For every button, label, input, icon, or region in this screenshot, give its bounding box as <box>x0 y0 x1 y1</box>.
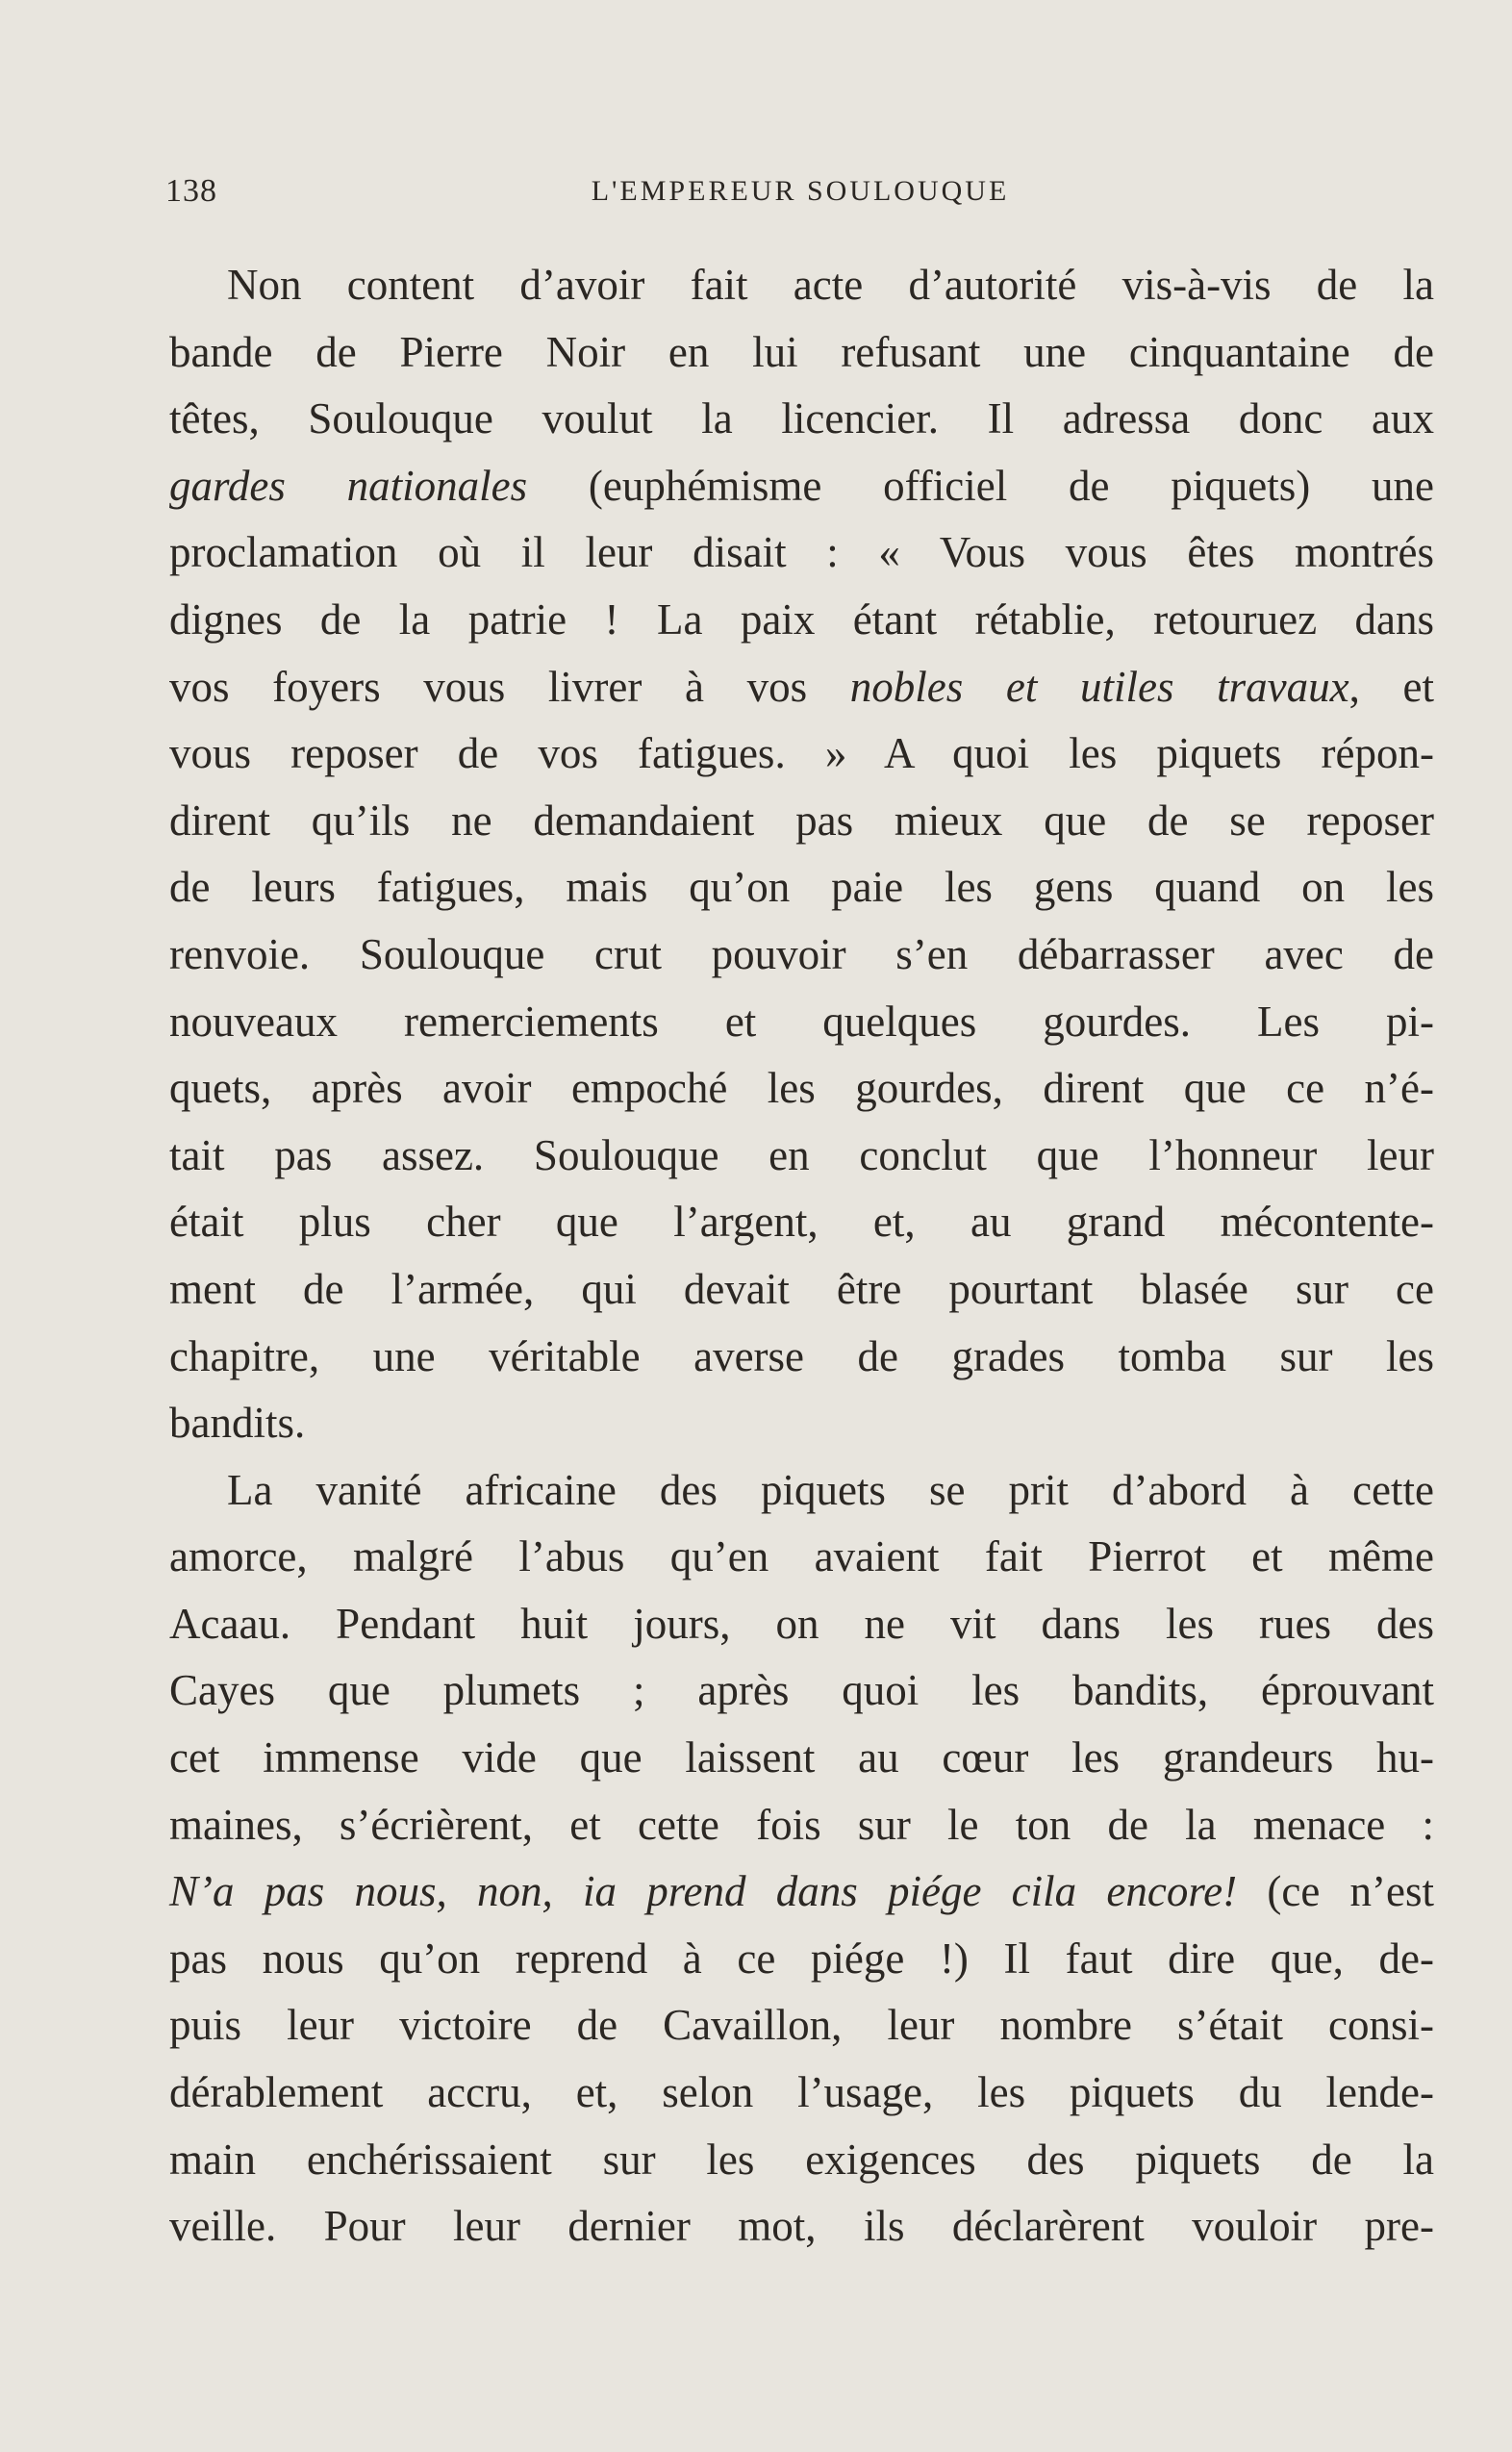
text-line <box>169 788 1434 855</box>
text-line <box>169 1123 1434 1190</box>
text-segment: têtes, Soulouque voulut la licencier. Il adressa donc aux <box>169 394 1434 443</box>
text-line <box>169 386 1434 453</box>
text-line <box>169 319 1434 387</box>
text-segment: puis leur victoire de Cavaillon, leur nombre s’était consi- <box>169 2001 1434 2050</box>
text-segment: quets, après avoir empoché les gourdes, dirent que ce n’é- <box>169 1064 1434 1113</box>
italic-text: nobles et utiles travaux <box>849 662 1349 711</box>
running-title: L'EMPEREUR SOULOUQUE <box>591 175 1010 207</box>
text-segment: proclamation où il leur disait : « Vous vous êtes montrés <box>169 528 1434 577</box>
text-segment: dirent qu’ils ne demandaient pas mieux que de se reposer <box>169 796 1434 845</box>
text-segment: vos foyers vous livrer à vos <box>169 662 850 711</box>
italic-text: gardes nationales <box>169 461 528 510</box>
text-line <box>169 1189 1434 1256</box>
text-line <box>169 1792 1434 1859</box>
text-line <box>169 1926 1434 1993</box>
text-segment: Cayes que plumets ; après quoi les bandits, éprouvant <box>169 1666 1434 1715</box>
text-line <box>169 1992 1434 2060</box>
text-line <box>169 1390 1434 1457</box>
text-segment: La vanité africaine des piquets se prit d’abord à cette <box>227 1465 1434 1514</box>
text-line <box>169 854 1434 922</box>
text-line <box>169 1725 1434 1792</box>
text-line <box>169 1457 1434 1525</box>
text-segment: maines, s’écrièrent, et cette fois sur le ton de la menace : <box>169 1800 1434 1849</box>
text-line <box>169 1591 1434 1658</box>
text-segment: tait pas assez. Soulouque en conclut que l’honneur leur <box>169 1130 1434 1179</box>
text-segment: Non content d’avoir fait acte d’autorité vis-à-vis de la <box>227 261 1434 309</box>
text-segment: ment de l’armée, qui devait être pourtant blasée sur ce <box>169 1264 1434 1313</box>
text-segment: était plus cher que l’argent, et, au grand mécontente- <box>169 1198 1434 1247</box>
text-segment: cet immense vide que laissent au cœur les grandeurs hu- <box>169 1733 1434 1782</box>
text-line <box>169 252 1434 319</box>
text-line <box>169 453 1434 520</box>
text-segment: renvoie. Soulouque crut pouvoir s’en débarrasser avec de <box>169 929 1434 978</box>
text-line <box>169 1256 1434 1324</box>
text-segment: chapitre, une véritable averse de grades tomba sur les <box>169 1331 1434 1380</box>
running-header <box>165 173 1435 221</box>
text-segment: Acaau. Pendant huit jours, on ne vit dans les rues des <box>169 1599 1434 1648</box>
text-line <box>169 1324 1434 1391</box>
italic-text: N’a pas nous, non, ia prend dans piége cila encore! <box>169 1867 1238 1916</box>
text-segment: (ce n’est <box>1237 1867 1434 1916</box>
text-line <box>169 1055 1434 1123</box>
text-segment: amorce, malgré l’abus qu’en avaient fait Pierrot et même <box>169 1532 1434 1581</box>
text-segment: bande de Pierre Noir en lui refusant une cinquantaine de <box>169 327 1434 376</box>
text-segment: de leurs fatigues, mais qu’on paie les gens quand on les <box>169 863 1434 912</box>
text-segment: dignes de la patrie ! La paix étant rétablie, retouruez dans <box>169 594 1434 644</box>
body-text <box>169 252 1434 2261</box>
text-line <box>169 1657 1434 1725</box>
text-line <box>169 654 1434 721</box>
text-line <box>169 922 1434 989</box>
text-line <box>169 587 1434 654</box>
text-line <box>169 720 1434 788</box>
text-segment: bandits. <box>169 1399 306 1448</box>
text-line <box>169 1858 1434 1926</box>
text-segment: dérablement accru, et, selon l’usage, les piquets du lende- <box>169 2068 1434 2117</box>
text-segment: main enchérissaient sur les exigences des piquets de la <box>169 2135 1434 2184</box>
text-line <box>169 519 1434 587</box>
text-segment: pas nous qu’on reprend à ce piége !) Il faut dire que, de- <box>169 1934 1434 1983</box>
text-segment: , et <box>1348 662 1434 711</box>
text-line <box>169 2193 1434 2261</box>
text-segment: (euphémisme officiel de piquets) une <box>527 461 1434 510</box>
text-segment: vous reposer de vos fatigues. » A quoi les piquets répon- <box>169 729 1434 778</box>
text-line <box>169 989 1434 1056</box>
text-line <box>169 2060 1434 2127</box>
text-segment: veille. Pour leur dernier mot, ils déclarèrent vouloir pre- <box>169 2202 1434 2251</box>
page-number: 138 <box>165 173 217 209</box>
text-line <box>169 1524 1434 1591</box>
text-segment: nouveaux remerciements et quelques gourdes. Les pi- <box>169 997 1434 1046</box>
text-line <box>169 2127 1434 2194</box>
